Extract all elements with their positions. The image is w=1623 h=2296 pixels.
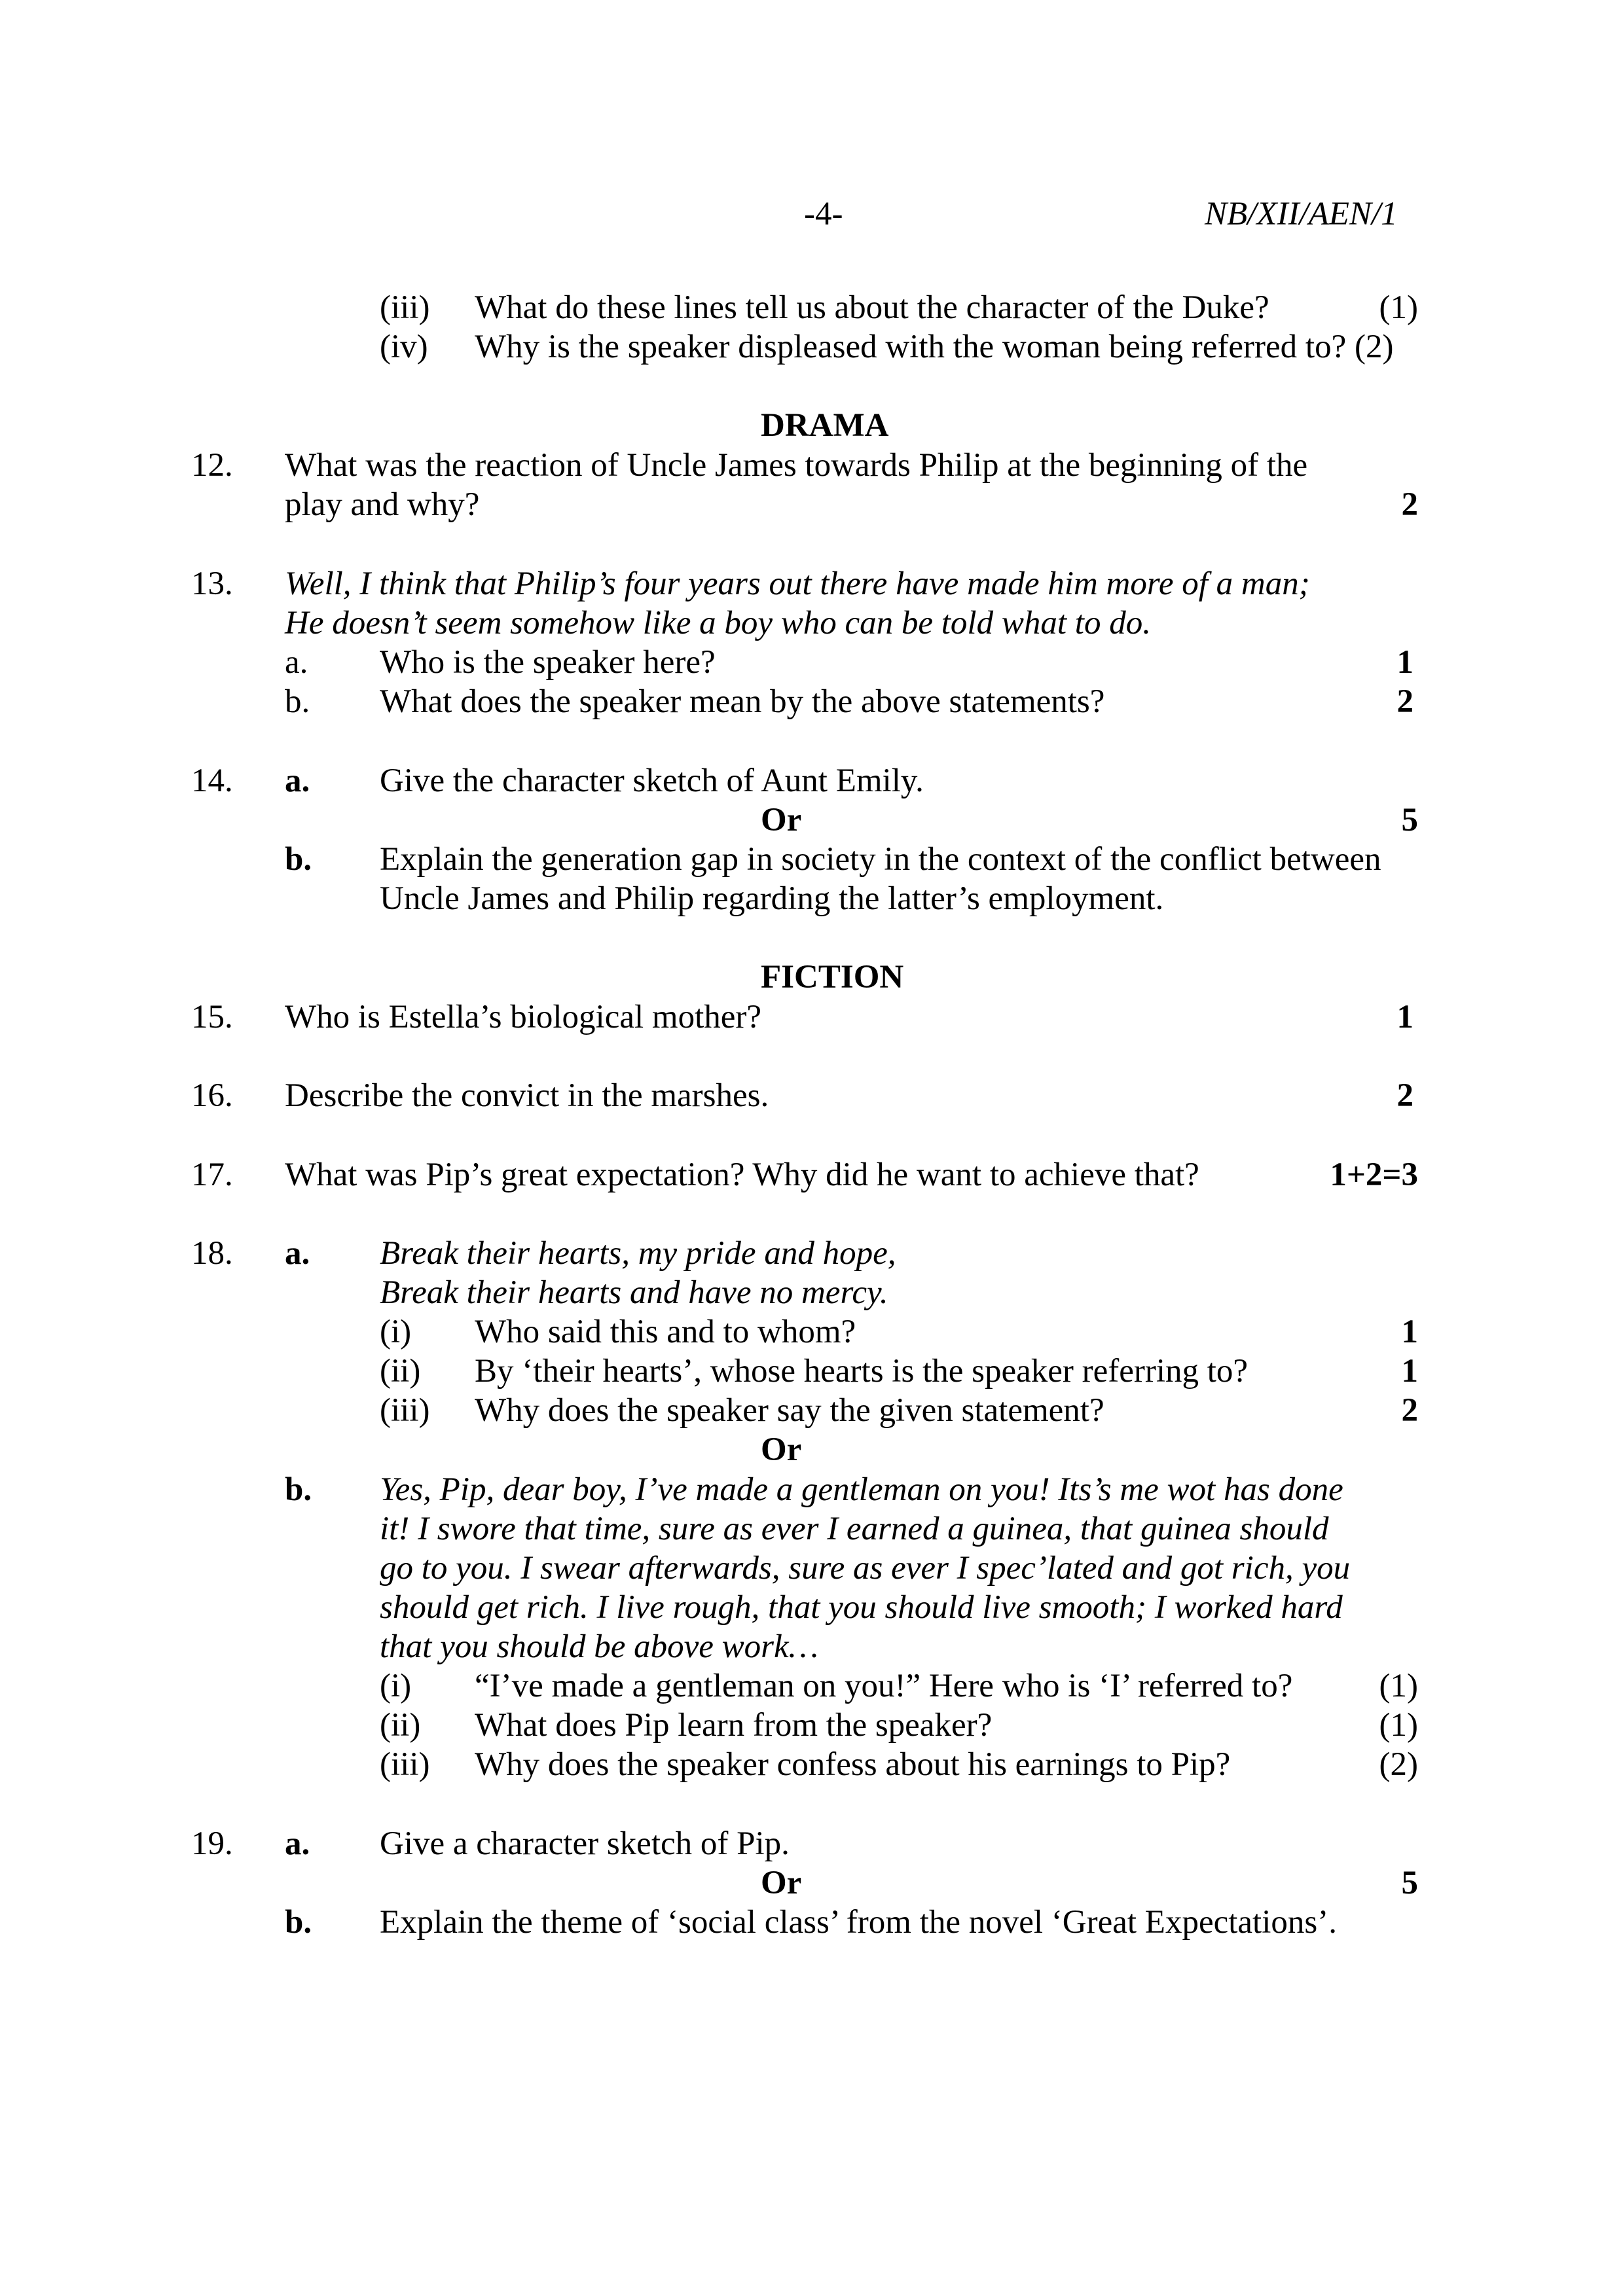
question-text: Who is Estella’s biological mother? <box>285 999 761 1035</box>
sub-part-num: (i) <box>380 1314 412 1350</box>
sub-part-num: (ii) <box>380 1707 421 1744</box>
part-marks: 1 <box>1396 644 1413 681</box>
question-marks: 2 <box>1396 1077 1413 1114</box>
sub-part-marks: (2) <box>1379 1746 1418 1783</box>
question-number: 16. <box>191 1077 233 1114</box>
sub-part-text: “I’ve made a gentleman on you!” Here who is ‘I’ referred to? <box>475 1668 1293 1704</box>
quote-line: that you should be above work… <box>380 1628 818 1665</box>
question-marks: 1 <box>1396 999 1413 1035</box>
sub-part-marks: (1) <box>1379 1707 1418 1744</box>
quote-line: it! I swore that time, sure as ever I earned a guinea, that guinea should <box>380 1511 1329 1547</box>
quote-line: Break their hearts and have no mercy. <box>380 1274 888 1311</box>
part-label: b. <box>285 683 310 720</box>
sub-part-marks: 1 <box>1401 1353 1418 1390</box>
part-label: b. <box>285 1471 312 1508</box>
sub-part-num: (iii) <box>380 1392 430 1429</box>
or-separator: Or <box>761 1431 802 1468</box>
quote-line: go to you. I swear afterwards, sure as ever I spec’lated and got rich, you <box>380 1550 1351 1587</box>
continued-num: (iv) <box>380 329 428 365</box>
part-label: b. <box>285 841 312 878</box>
quote-line: Well, I think that Philip’s four years out there have made him more of a man; <box>285 565 1310 602</box>
sub-part-num: (iii) <box>380 1746 430 1783</box>
sub-part-text: Who said this and to whom? <box>475 1314 856 1350</box>
continued-text: Why is the speaker displeased with the woman being referred to? (2) <box>475 329 1394 365</box>
question-marks: 1+2=3 <box>1330 1157 1418 1193</box>
or-separator: Or <box>761 802 802 838</box>
question-text: play and why? <box>285 486 480 523</box>
question-number: 13. <box>191 565 233 602</box>
sub-part-num: (ii) <box>380 1353 421 1390</box>
question-marks: 5 <box>1401 802 1418 838</box>
question-text: What was Pip’s great expectation? Why did he want to achieve that? <box>285 1157 1199 1193</box>
quote-line: should get rich. I live rough, that you should live smooth; I worked hard <box>380 1589 1343 1626</box>
part-text: Uncle James and Philip regarding the latter’s employment. <box>380 880 1164 917</box>
section-heading-drama: DRAMA <box>761 407 889 444</box>
part-label: a. <box>285 1825 310 1862</box>
question-number: 17. <box>191 1157 233 1193</box>
or-separator: Or <box>761 1865 802 1901</box>
part-label: a. <box>285 762 310 799</box>
sub-part-text: Why does the speaker confess about his earnings to Pip? <box>475 1746 1231 1783</box>
question-marks: 5 <box>1401 1865 1418 1901</box>
continued-text: What do these lines tell us about the character of the Duke? <box>475 289 1269 326</box>
part-text: Give a character sketch of Pip. <box>380 1825 790 1862</box>
sub-part-text: What does Pip learn from the speaker? <box>475 1707 993 1744</box>
question-number: 19. <box>191 1825 233 1862</box>
question-number: 15. <box>191 999 233 1035</box>
part-label: a. <box>285 644 308 681</box>
sub-part-text: Why does the speaker say the given statement? <box>475 1392 1104 1429</box>
quote-line: Break their hearts, my pride and hope, <box>380 1235 896 1272</box>
sub-part-num: (i) <box>380 1668 412 1704</box>
question-number: 12. <box>191 447 233 484</box>
question-text: Describe the convict in the marshes. <box>285 1077 769 1114</box>
part-text: Explain the generation gap in society in the context of the conflict between <box>380 841 1381 878</box>
part-label: a. <box>285 1235 310 1272</box>
part-label: b. <box>285 1904 312 1941</box>
section-heading-fiction: FICTION <box>761 959 904 996</box>
sub-part-marks: (1) <box>1379 1668 1418 1704</box>
page-number: -4- <box>804 196 843 232</box>
sub-part-marks: 2 <box>1401 1392 1418 1429</box>
question-number: 14. <box>191 762 233 799</box>
quote-line: Yes, Pip, dear boy, I’ve made a gentleman on you! Its’s me wot has done <box>380 1471 1343 1508</box>
part-text: Explain the theme of ‘social class’ from the novel ‘Great Expectations’. <box>380 1904 1337 1941</box>
question-text: What was the reaction of Uncle James towards Philip at the beginning of the <box>285 447 1308 484</box>
question-number: 18. <box>191 1235 233 1272</box>
quote-line: He doesn’t seem somehow like a boy who can be told what to do. <box>285 605 1151 641</box>
paper-code: NB/XII/AEN/1 <box>1205 196 1398 232</box>
part-text: Who is the speaker here? <box>380 644 716 681</box>
continued-marks: (1) <box>1379 289 1418 326</box>
sub-part-text: By ‘their hearts’, whose hearts is the speaker referring to? <box>475 1353 1249 1390</box>
part-text: What does the speaker mean by the above statements? <box>380 683 1105 720</box>
part-text: Give the character sketch of Aunt Emily. <box>380 762 924 799</box>
question-marks: 2 <box>1401 486 1418 523</box>
part-marks: 2 <box>1396 683 1413 720</box>
sub-part-marks: 1 <box>1401 1314 1418 1350</box>
continued-num: (iii) <box>380 289 430 326</box>
